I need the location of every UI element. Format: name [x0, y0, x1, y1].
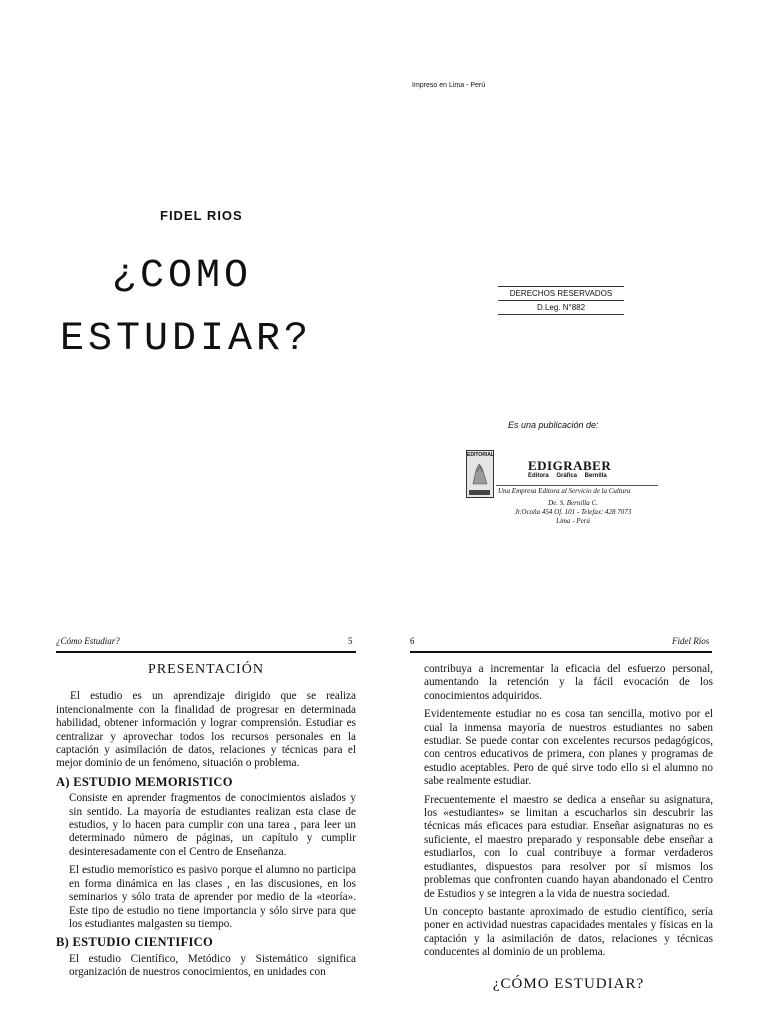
body-paragraph-3: Frecuentemente el maestro se dedica a enseñar su asignatura, los «estudiantes» se limitan a escucharlos sin descubrir las técnicas más eficaces para estudiar. Enseñar asignaturas no es suficiente, el maestro preparado y responsable debe enseñar a estudiarlos, con lo cual contribuye a formar verdaderos estudiantes, dispuestos para resolver por sí mismos los problemas que confronten cuando hayan abandonado el Centro de Estudios y se integren a la vida de nuestra sociedad. — [424, 793, 713, 900]
address-line-1: De. S. Bernilla C. — [548, 499, 598, 507]
publisher-name: EDIGRABER — [528, 458, 612, 473]
section-heading-como-estudiar: ¿CÓMO ESTUDIAR? — [492, 975, 645, 992]
logo-word: EDITORIAL — [467, 452, 494, 458]
logo-base — [469, 490, 490, 495]
section-b-paragraph-1: El estudio Científico, Metódico y Sistemático significa organización de nuestros conocimientos, en unidades con — [69, 952, 356, 979]
book-title-line-1: ¿COMO — [112, 254, 253, 299]
section-a-paragraph-2: El estudio memorístico es pasivo porque el alumno no participa en forma dinámica en las clases , en las discusiones, en los seminarios y sólo trata de aprender por medio de la «teoría». Este tipo de estudio no tiene importancia y sólo sirve para que los estudiantes malgasten su tiempo. — [69, 864, 356, 930]
body-paragraph-1: contribuya a incrementar la eficacia del esfuerzo personal, aumentando la retención y la fácil evocación de los conocimientos adquiridos. — [424, 663, 713, 702]
rights-reserved: DERECHOS RESERVADOS — [509, 289, 613, 298]
section-a-heading: A) ESTUDIO MEMORISTICO — [56, 774, 233, 789]
book-title-line-2: ESTUDIAR? — [60, 317, 313, 362]
printed-in-note: Impreso en Lima - Perú — [412, 82, 486, 89]
section-heading-presentacion: PRESENTACIÓN — [148, 662, 264, 677]
page-5-column — [56, 663, 356, 985]
page-6-column — [424, 663, 713, 1005]
publisher-address — [498, 499, 648, 526]
publisher-subtitle: Editora Gráfica Bernilla — [528, 473, 607, 479]
published-by-label: Es una publicación de: — [508, 420, 599, 430]
author-name: FIDEL RIOS — [160, 208, 243, 223]
page-number-right: 6 — [410, 636, 415, 646]
header-rule-right — [410, 651, 712, 653]
rights-box — [498, 286, 624, 315]
body-paragraph-4: Un concepto bastante aproximado de estudio científico, sería poner en actividad nuestras capacidades mentales y físicas en la captación y la asimilación de datos, relaciones y técnicas conducentes al dominio de un problema. — [424, 905, 713, 959]
section-b-heading: B) ESTUDIO CIENTIFICO — [56, 935, 214, 950]
intro-paragraph: El estudio es un aprendizaje dirigido que se realiza intencionalmente con la finalidad de progresar en determinada habilidad, obtener información y lograr comprensión. Estudiar es centralizar y aprovechar todos los recursos personales en la captación y asimilación de datos, relaciones y técnicas para el mejor dominio de un fenómeno, situación o problema. — [56, 690, 356, 770]
publisher-tagline: Una Empresa Editora al Servicio de la Cultura — [498, 487, 631, 495]
running-title-right: Fidel Rios — [672, 636, 710, 646]
address-line-2: Jr.Ocoña 454 Of. 101 - Telefax: 428 7073 — [514, 508, 632, 516]
section-a-paragraph-1: Consiste en aprender fragmentos de conocimientos aislados y sin sentido. La mayoría de estudiantes realizan esta clase de estudios, y lo hacen para cumplir con una tarea , para leer un determinado número de páginas, un capítulo y cumplir desinteresadamente con el Centro de Enseñanza. — [69, 792, 356, 858]
logo-figure-icon — [470, 460, 490, 486]
legal-deposit: D.Leg. N°882 — [498, 300, 624, 314]
page-number-left: 5 — [348, 636, 353, 646]
header-rule-left — [56, 651, 356, 653]
running-title-left: ¿Cómo Estudiar? — [56, 636, 120, 646]
address-line-3: Lima - Perú — [556, 517, 590, 525]
body-paragraph-2: Evidentemente estudiar no es cosa tan sencilla, motivo por el cual la inmensa mayoría de nuestros estudiantes no saben estudiar. Se puede contar con excelentes recursos pedagógicos, con centros educativos de primera, con planes y programas de estudio aceptables. Pero de qué sirve todo ello si el alumno no sabe realmente estudiar. — [424, 708, 713, 788]
publisher-divider — [496, 485, 658, 486]
publisher-logo — [466, 450, 494, 498]
